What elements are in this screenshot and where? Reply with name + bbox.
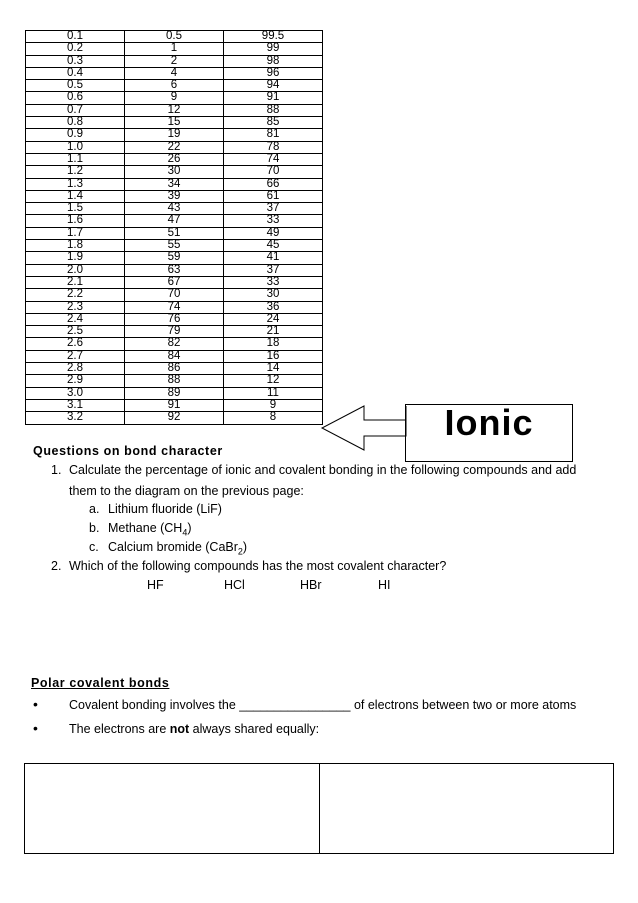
table-cell: 99	[224, 43, 323, 55]
table-cell: 70	[125, 289, 224, 301]
table-cell: 18	[224, 338, 323, 350]
table-cell: 0.8	[26, 117, 125, 129]
table-row	[26, 276, 323, 288]
table-cell: 1.2	[26, 166, 125, 178]
table-cell: 22	[125, 141, 224, 153]
bullet-1-marker: •	[33, 696, 38, 712]
table-cell: 91	[125, 399, 224, 411]
table-row	[26, 43, 323, 55]
question-2-text: Which of the following compounds has the most covalent character?	[69, 559, 447, 573]
table-cell: 33	[224, 215, 323, 227]
table-row	[26, 326, 323, 338]
table-row	[26, 166, 323, 178]
table-cell: 0.2	[26, 43, 125, 55]
table-row	[26, 289, 323, 301]
item-b-text: Methane $(CH_4)$	[108, 521, 192, 538]
table-cell: 37	[224, 203, 323, 215]
table-cell: 92	[125, 412, 224, 424]
table-cell: 78	[224, 141, 323, 153]
table-cell: 21	[224, 326, 323, 338]
table-cell: 74	[224, 153, 323, 165]
table-cell: 15	[125, 117, 224, 129]
table-cell: 9	[224, 399, 323, 411]
table-cell: 2.8	[26, 363, 125, 375]
table-row	[26, 117, 323, 129]
table-cell: 91	[224, 92, 323, 104]
bullet-2-marker: •	[33, 720, 38, 736]
table-cell: 2.2	[26, 289, 125, 301]
table-cell: 1.3	[26, 178, 125, 190]
table-cell: 81	[224, 129, 323, 141]
table-cell: 8	[224, 412, 323, 424]
table-row	[26, 153, 323, 165]
table-row	[26, 67, 323, 79]
table-cell: 1.1	[26, 153, 125, 165]
table-cell: 0.3	[26, 55, 125, 67]
table-row	[26, 313, 323, 325]
table-cell: 2.3	[26, 301, 125, 313]
item-a-letter: a.	[89, 502, 100, 516]
table-row	[26, 240, 323, 252]
table-row	[26, 399, 323, 411]
table-cell: 2	[125, 55, 224, 67]
formula-hf: HF	[147, 578, 164, 592]
table-row	[26, 350, 323, 362]
table-cell: 45	[224, 240, 323, 252]
table-row	[26, 363, 323, 375]
table-cell: 88	[125, 375, 224, 387]
question-2-number: 2.	[51, 559, 62, 573]
table-cell: 66	[224, 178, 323, 190]
item-b-letter: b.	[89, 521, 100, 535]
table-cell: 2.6	[26, 338, 125, 350]
table-row	[26, 301, 323, 313]
formula-hi: HI	[378, 578, 391, 592]
table-cell: 85	[224, 117, 323, 129]
drawing-box	[24, 763, 614, 854]
question-1-line-2: them to the diagram on the previous page:	[69, 484, 304, 498]
table-cell: 1.7	[26, 227, 125, 239]
table-cell: 9	[125, 92, 224, 104]
table-row	[26, 227, 323, 239]
table-row	[26, 252, 323, 264]
item-c-text: Calcium bromide (CaBr$_2$)	[108, 540, 248, 557]
table-cell: 49	[224, 227, 323, 239]
formula-hcl: HCl	[224, 578, 245, 592]
table-cell: 26	[125, 153, 224, 165]
table-cell: 0.9	[26, 129, 125, 141]
table-cell: 59	[125, 252, 224, 264]
table-cell: 37	[224, 264, 323, 276]
table-row	[26, 55, 323, 67]
table-row	[26, 92, 323, 104]
left-arrow-icon	[322, 404, 412, 452]
electronegativity-table	[25, 30, 323, 425]
table-cell: 61	[224, 190, 323, 202]
table-cell: 76	[125, 313, 224, 325]
table-cell: 0.6	[26, 92, 125, 104]
table-cell: 2.5	[26, 326, 125, 338]
table-cell: 74	[125, 301, 224, 313]
table-cell: 16	[224, 350, 323, 362]
table-row	[26, 129, 323, 141]
table-cell: 6	[125, 80, 224, 92]
drawing-box-divider	[319, 764, 320, 853]
table-cell: 89	[125, 387, 224, 399]
table-cell: 2.4	[26, 313, 125, 325]
table-row	[26, 264, 323, 276]
table-cell: 1.8	[26, 240, 125, 252]
table-cell: 1	[125, 43, 224, 55]
table-row	[26, 104, 323, 116]
question-1-line-1: Calculate the percentage of ionic and covalent bonding in the following compounds and add	[69, 463, 577, 477]
table-row	[26, 387, 323, 399]
table-cell: 2.0	[26, 264, 125, 276]
bullet-2-text: The electrons are not always shared equally:	[69, 722, 320, 736]
table-cell: 96	[224, 67, 323, 79]
table-cell: 0.7	[26, 104, 125, 116]
table-row	[26, 190, 323, 202]
table-cell: 33	[224, 276, 323, 288]
table-cell: 1.9	[26, 252, 125, 264]
table-cell: 30	[125, 166, 224, 178]
table-cell: 94	[224, 80, 323, 92]
table-cell: 84	[125, 350, 224, 362]
table-cell: 47	[125, 215, 224, 227]
table-cell: 12	[125, 104, 224, 116]
table-row	[26, 215, 323, 227]
table-cell: 86	[125, 363, 224, 375]
table-cell: 4	[125, 67, 224, 79]
table-cell: 19	[125, 129, 224, 141]
table-cell: 34	[125, 178, 224, 190]
table-cell: 14	[224, 363, 323, 375]
table-cell: 3.0	[26, 387, 125, 399]
table-row	[26, 141, 323, 153]
section-heading-bond-character: Questions on bond character	[33, 444, 223, 458]
item-a-text: Lithium fluoride (LiF)	[108, 502, 222, 516]
table-row	[26, 31, 323, 43]
table-cell: 1.4	[26, 190, 125, 202]
table-cell: 0.5	[125, 31, 224, 43]
table-cell: 67	[125, 276, 224, 288]
table-cell: 1.6	[26, 215, 125, 227]
table-row	[26, 375, 323, 387]
table-cell: 11	[224, 387, 323, 399]
table-cell: 3.1	[26, 399, 125, 411]
table-cell: 82	[125, 338, 224, 350]
table-cell: 79	[125, 326, 224, 338]
item-c-letter: c.	[89, 540, 99, 554]
table-cell: 55	[125, 240, 224, 252]
table-cell: 30	[224, 289, 323, 301]
bullet-1-text: Covalent bonding involves the ________________ of electrons between two or more atoms	[69, 698, 577, 712]
table-cell: 3.2	[26, 412, 125, 424]
table-cell: 41	[224, 252, 323, 264]
table-row	[26, 178, 323, 190]
table-cell: 2.9	[26, 375, 125, 387]
table-cell: 39	[125, 190, 224, 202]
table-cell: 2.7	[26, 350, 125, 362]
table-cell: 88	[224, 104, 323, 116]
ionic-label: Ionic	[444, 402, 534, 443]
table-cell: 63	[125, 264, 224, 276]
table-cell: 43	[125, 203, 224, 215]
table-cell: 1.5	[26, 203, 125, 215]
table-cell: 0.5	[26, 80, 125, 92]
table-cell: 51	[125, 227, 224, 239]
table-cell: 2.1	[26, 276, 125, 288]
table-row	[26, 338, 323, 350]
table-cell: 98	[224, 55, 323, 67]
table-row	[26, 203, 323, 215]
section-heading-polar-covalent: Polar covalent bonds	[31, 676, 170, 690]
table-cell: 1.0	[26, 141, 125, 153]
table-cell: 36	[224, 301, 323, 313]
table-row	[26, 80, 323, 92]
table-cell: 0.4	[26, 67, 125, 79]
table-cell: 0.1	[26, 31, 125, 43]
table-row	[26, 412, 323, 424]
table-cell: 12	[224, 375, 323, 387]
table-cell: 24	[224, 313, 323, 325]
table-cell: 99.5	[224, 31, 323, 43]
table-cell: 70	[224, 166, 323, 178]
question-1-number: 1.	[51, 463, 62, 477]
formula-hbr: HBr	[300, 578, 322, 592]
ionic-label-box	[405, 404, 573, 462]
